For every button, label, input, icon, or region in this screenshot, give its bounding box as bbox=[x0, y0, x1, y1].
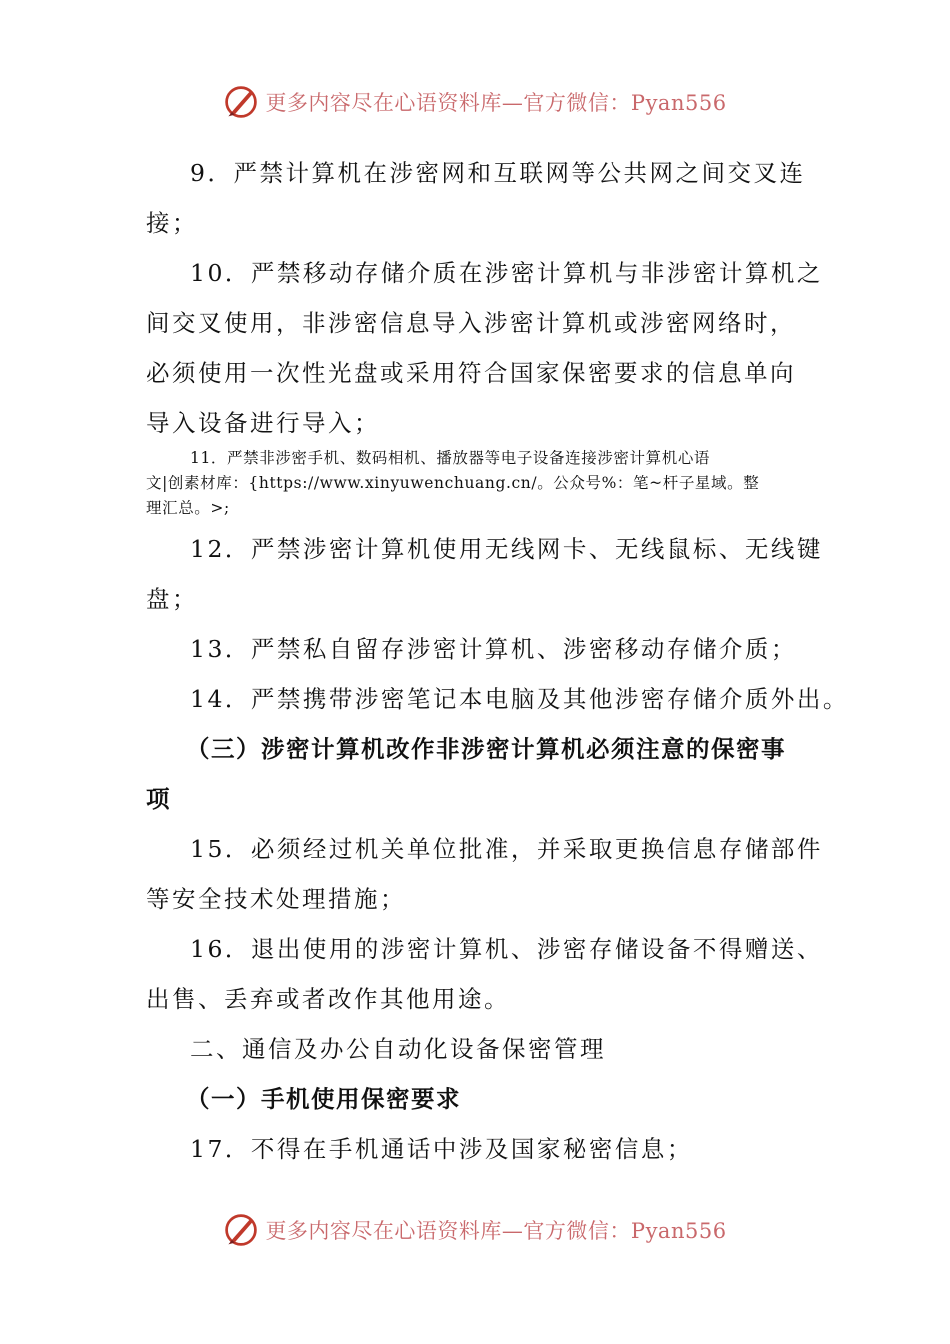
text-line-10: 10．严禁移动存储介质在涉密计算机与非涉密计算机之 bbox=[190, 259, 823, 287]
subsection-heading-1: （一）手机使用保密要求 bbox=[186, 1085, 461, 1113]
header-watermark bbox=[0, 80, 950, 124]
text-line-10-cont-1: 间交叉使用，非涉密信息导入涉密计算机或涉密网络时， bbox=[146, 309, 796, 337]
section-heading-3-cont: 项 bbox=[146, 785, 171, 813]
text-line-9: 9．严禁计算机在涉密网和互联网等公共网之间交叉连 bbox=[190, 159, 806, 187]
text-line-13: 13．严禁私自留存涉密计算机、涉密移动存储介质； bbox=[190, 635, 797, 663]
text-line-10-cont-3: 导入设备进行导入； bbox=[146, 409, 380, 437]
watermark-text: 更多内容尽在心语资料库—官方微信：Pyan556 bbox=[265, 1219, 727, 1243]
text-line-16-cont: 出售、丢弃或者改作其他用途。 bbox=[146, 985, 510, 1013]
text-line-11-cont-1: 文|创素材库：{https://www.xinyuwenchuang.cn/。公众号%：笔~杆子星域。整 bbox=[146, 474, 760, 492]
text-line-15-cont: 等安全技术处理措施； bbox=[146, 885, 406, 913]
text-line-14: 14．严禁携带涉密笔记本电脑及其他涉密存储介质外出。 bbox=[190, 685, 849, 713]
watermark-text: 更多内容尽在心语资料库—官方微信：Pyan556 bbox=[265, 91, 727, 115]
section-heading-2: 二、通信及办公自动化设备保密管理 bbox=[190, 1035, 606, 1063]
text-line-12-cont: 盘； bbox=[146, 585, 198, 613]
text-line-15: 15．必须经过机关单位批准，并采取更换信息存储部件 bbox=[190, 835, 823, 863]
text-line-17: 17．不得在手机通话中涉及国家秘密信息； bbox=[190, 1135, 693, 1163]
text-line-11-cont-2: 理汇总。>; bbox=[146, 499, 230, 517]
pen-logo-icon bbox=[223, 84, 259, 120]
text-line-16: 16．退出使用的涉密计算机、涉密存储设备不得赠送、 bbox=[190, 935, 823, 963]
pen-logo-icon bbox=[223, 1212, 259, 1248]
text-line-9-cont: 接； bbox=[146, 209, 198, 237]
text-line-11: 11．严禁非涉密手机、数码相机、播放器等电子设备连接涉密计算机心语 bbox=[190, 449, 711, 467]
text-line-10-cont-2: 必须使用一次性光盘或采用符合国家保密要求的信息单向 bbox=[146, 359, 796, 387]
section-heading-3: （三）涉密计算机改作非涉密计算机必须注意的保密事 bbox=[186, 735, 786, 763]
text-line-12: 12．严禁涉密计算机使用无线网卡、无线鼠标、无线键 bbox=[190, 535, 823, 563]
footer-watermark bbox=[0, 1208, 950, 1252]
